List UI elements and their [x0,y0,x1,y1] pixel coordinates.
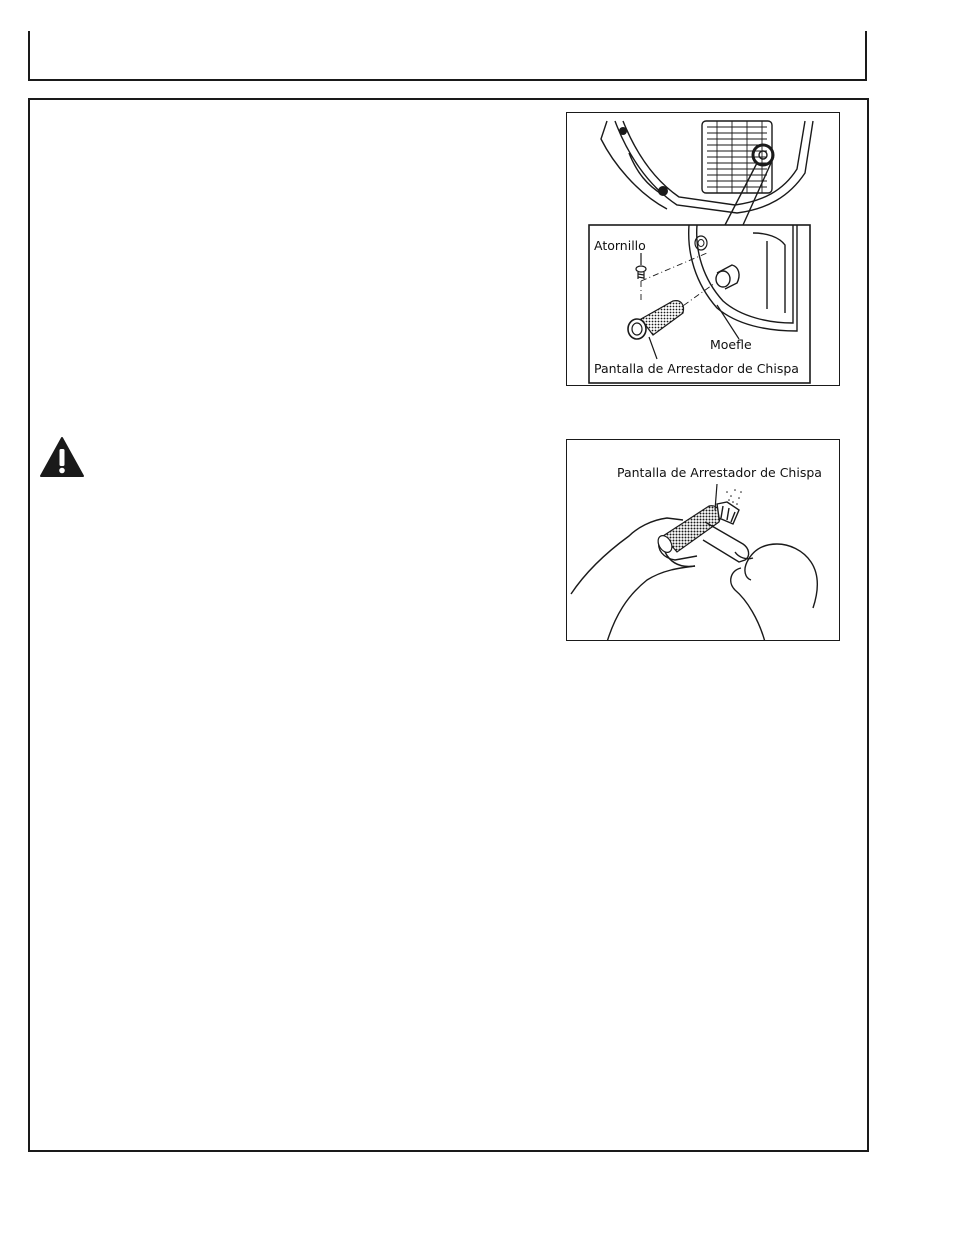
label-screw: Atornillo [594,238,646,253]
label-spark-arrester-screen: Pantalla de Arrestador de Chispa [594,361,799,376]
page-header-box [28,31,867,81]
figure-spark-arrester-cleaning [566,439,840,641]
label-muffler: Moefle [710,337,752,352]
label-spark-arrester-screen: Pantalla de Arrestador de Chispa [617,465,822,480]
warning-triangle-icon [39,436,85,478]
figure-spark-arrester-removal [566,112,840,386]
